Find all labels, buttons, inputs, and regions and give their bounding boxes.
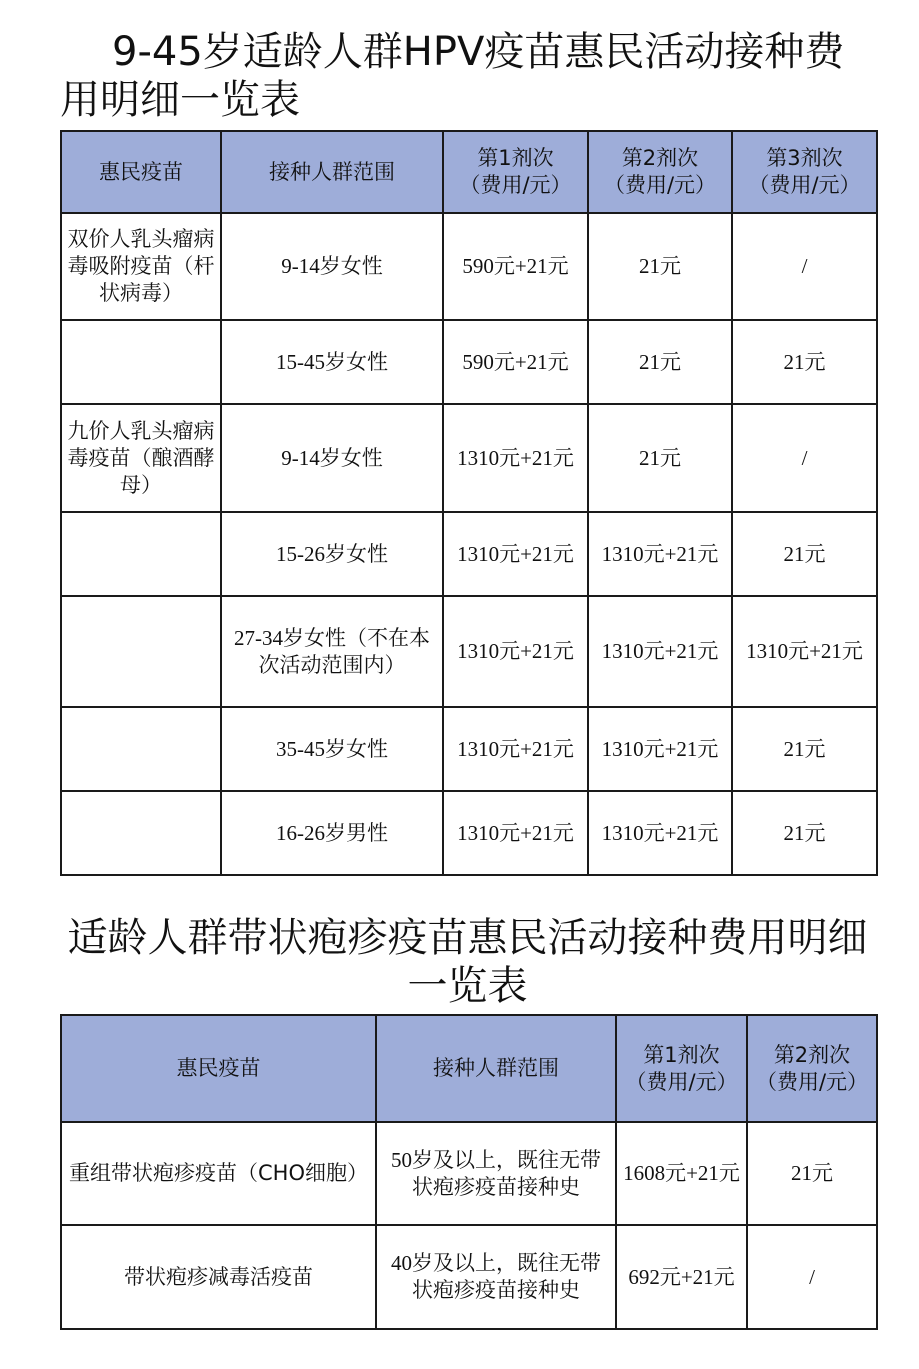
scope-cell: 35-45岁女性 — [221, 707, 443, 791]
scope-cell: 9-14岁女性 — [221, 404, 443, 512]
scope-cell: 27-34岁女性（不在本次活动范围内） — [221, 596, 443, 707]
table-row — [61, 404, 877, 512]
scope-cell: 15-26岁女性 — [221, 512, 443, 596]
table-row — [61, 707, 877, 791]
vaccine-cell: 带状疱疹减毒活疫苗 — [61, 1225, 376, 1329]
header-dose1 — [443, 131, 588, 213]
scope-cell: 50岁及以上，既往无带状疱疹疫苗接种史 — [376, 1122, 616, 1225]
dose3-cell: / — [732, 213, 877, 320]
dose3-cell: 1310元+21元 — [732, 596, 877, 707]
shingles-fee-table — [60, 1014, 878, 1330]
hpv-header-row — [61, 131, 877, 213]
header-dose3 — [732, 131, 877, 213]
dose2-cell: 21元 — [747, 1122, 877, 1225]
vaccine-cell: 双价人乳头瘤病毒吸附疫苗（杆状病毒） — [61, 213, 221, 320]
header-dose3-unit: （费用/元） — [748, 173, 861, 197]
header-dose2-label: 第2剂次 — [773, 1042, 851, 1067]
shingles-header-row — [61, 1015, 877, 1122]
scope-cell: 40岁及以上，既往无带状疱疹疫苗接种史 — [376, 1225, 616, 1329]
dose2-cell: 1310元+21元 — [588, 707, 732, 791]
header-dose1-unit: （费用/元） — [459, 173, 572, 197]
vaccine-cell — [61, 596, 221, 707]
header-dose2-label: 第2剂次 — [621, 146, 699, 170]
header-dose2-unit: （费用/元） — [755, 1069, 869, 1094]
vaccine-cell — [61, 791, 221, 875]
header-scope: 接种人群范围 — [221, 131, 443, 213]
table-row — [61, 1225, 877, 1329]
vaccine-cell: 重组带状疱疹疫苗（CHO细胞） — [61, 1122, 376, 1225]
table-row — [61, 213, 877, 320]
dose2-cell: 21元 — [588, 404, 732, 512]
dose2-cell: / — [747, 1225, 877, 1329]
header-dose2 — [588, 131, 732, 213]
dose3-cell: 21元 — [732, 791, 877, 875]
dose1-cell: 1310元+21元 — [443, 596, 588, 707]
shingles-table-title: 适龄人群带状疱疹疫苗惠民活动接种费用明细一览表 — [67, 915, 868, 1009]
header-dose3-label: 第3剂次 — [766, 146, 843, 170]
table-row — [61, 596, 877, 707]
dose2-cell: 1310元+21元 — [588, 596, 732, 707]
dose2-cell: 1310元+21元 — [588, 512, 732, 596]
header-dose1-unit: （费用/元） — [625, 1069, 738, 1094]
table-row — [61, 320, 877, 404]
dose2-cell: 21元 — [588, 320, 732, 404]
dose3-cell: 21元 — [732, 320, 877, 404]
dose1-cell: 1310元+21元 — [443, 791, 588, 875]
dose1-cell: 1310元+21元 — [443, 512, 588, 596]
table-row — [61, 791, 877, 875]
vaccine-cell — [61, 512, 221, 596]
header-vaccine: 惠民疫苗 — [61, 1015, 376, 1122]
scope-cell: 15-45岁女性 — [221, 320, 443, 404]
table-row — [61, 1122, 877, 1225]
scope-cell: 9-14岁女性 — [221, 213, 443, 320]
vaccine-cell — [61, 707, 221, 791]
header-dose1-label: 第1剂次 — [643, 1042, 720, 1067]
dose1-cell: 692元+21元 — [616, 1225, 747, 1329]
hpv-fee-table — [60, 130, 878, 876]
vaccine-cell — [61, 320, 221, 404]
dose1-cell: 1310元+21元 — [443, 707, 588, 791]
header-scope: 接种人群范围 — [376, 1015, 616, 1122]
table-row — [61, 512, 877, 596]
dose1-cell: 590元+21元 — [443, 320, 588, 404]
dose3-cell: 21元 — [732, 512, 877, 596]
header-dose1 — [616, 1015, 747, 1122]
hpv-table-title: 9-45岁适龄人群HPV疫苗惠民活动接种费用明细一览表 — [60, 29, 845, 123]
header-dose2-unit: （费用/元） — [603, 173, 717, 197]
dose2-cell: 1310元+21元 — [588, 791, 732, 875]
scope-cell: 16-26岁男性 — [221, 791, 443, 875]
dose1-cell: 1310元+21元 — [443, 404, 588, 512]
dose1-cell: 1608元+21元 — [616, 1122, 747, 1225]
dose3-cell: 21元 — [732, 707, 877, 791]
dose3-cell: / — [732, 404, 877, 512]
dose1-cell: 590元+21元 — [443, 213, 588, 320]
header-dose1-label: 第1剂次 — [477, 146, 554, 170]
header-vaccine: 惠民疫苗 — [61, 131, 221, 213]
header-dose2 — [747, 1015, 877, 1122]
vaccine-cell: 九价人乳头瘤病毒疫苗（酿酒酵母） — [61, 404, 221, 512]
dose2-cell: 21元 — [588, 213, 732, 320]
